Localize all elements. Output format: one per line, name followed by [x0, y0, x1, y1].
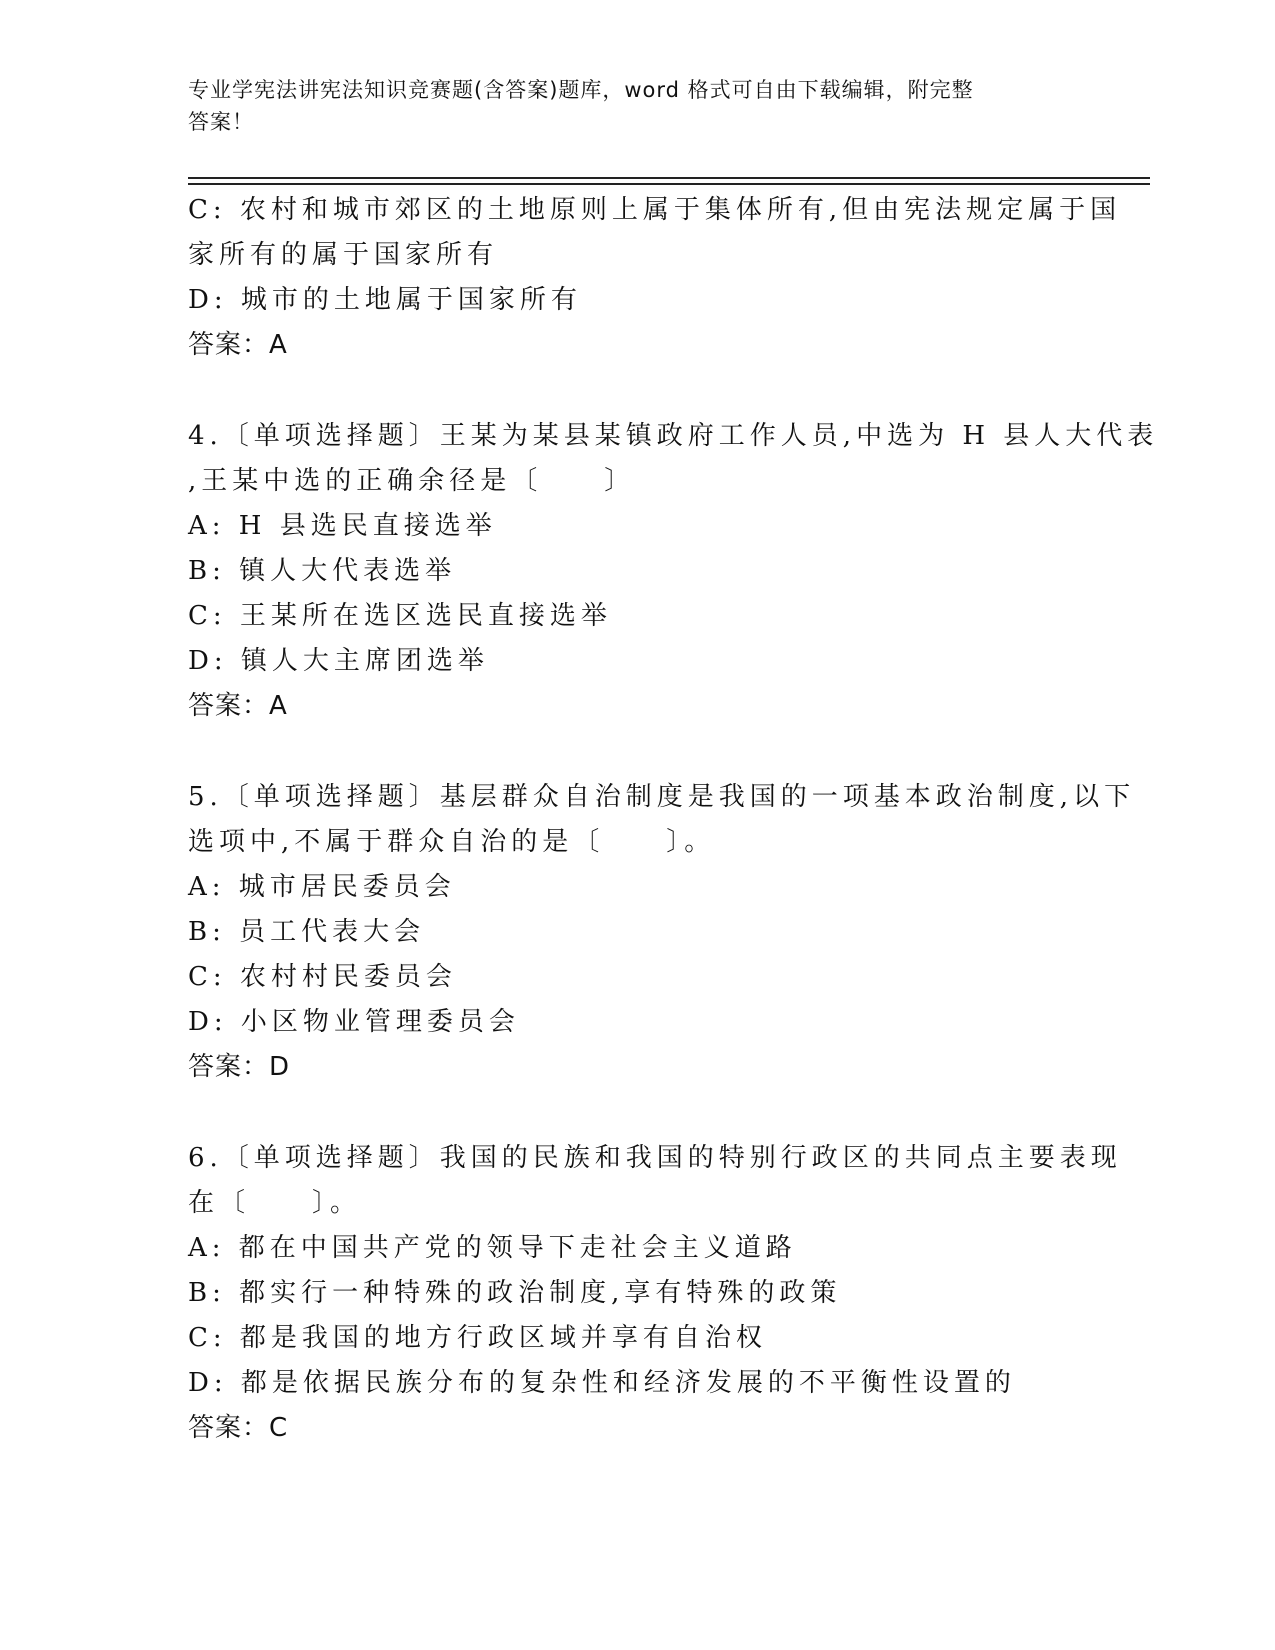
- option-d: D: 镇人大主席团选举: [188, 646, 489, 676]
- question-stem: 4.〔单项选择题〕王某为某县某镇政府工作人员,中选为 H 县人大代表: [188, 421, 1159, 451]
- question-stem: 6.〔单项选择题〕我国的民族和我国的特别行政区的共同点主要表现: [188, 1143, 1122, 1173]
- header-divider-top: [188, 177, 1150, 179]
- header-line-2: 答案！: [188, 110, 254, 134]
- option-c-continued: 家所有的属于国家所有: [188, 240, 499, 270]
- spacer: [188, 729, 1088, 775]
- question-6: [188, 1136, 1122, 1451]
- option-c: C: 农村和城市郊区的土地原则上属于集体所有,但由宪法规定属于国: [188, 195, 1122, 225]
- option-a: A: 城市居民委员会: [188, 872, 456, 902]
- question-stem-continued: 在〔 〕。: [188, 1188, 362, 1218]
- option-c: C: 王某所在选区选民直接选举: [188, 601, 612, 631]
- answer-label: 答案：A: [188, 691, 288, 721]
- option-c: C: 农村村民委员会: [188, 962, 457, 992]
- question-stem-continued: ,王某中选的正确余径是〔 〕: [188, 466, 636, 496]
- option-a: A: H 县选民直接选举: [188, 511, 497, 541]
- option-b: B: 镇人大代表选举: [188, 556, 457, 586]
- question-5: [188, 775, 1136, 1090]
- header-divider-bottom: [188, 183, 1150, 185]
- option-b: B: 都实行一种特殊的政治制度,享有特殊的政策: [188, 1278, 842, 1308]
- option-b: B: 员工代表大会: [188, 917, 426, 947]
- spacer: [188, 1090, 1088, 1136]
- answer-label: 答案：D: [188, 1052, 291, 1082]
- answer-label: 答案：C: [188, 1413, 289, 1443]
- spacer: [188, 368, 1088, 414]
- question-4: [188, 414, 1159, 729]
- option-d: D: 小区物业管理委员会: [188, 1007, 520, 1037]
- answer-label: 答案：A: [188, 330, 288, 360]
- question-stem: 5.〔单项选择题〕基层群众自治制度是我国的一项基本政治制度,以下: [188, 782, 1136, 812]
- option-d: D: 城市的土地属于国家所有: [188, 285, 582, 315]
- question-stem-continued: 选项中,不属于群众自治的是〔 〕。: [188, 827, 716, 857]
- option-d: D: 都是依据民族分布的复杂性和经济发展的不平衡性设置的: [188, 1368, 1016, 1398]
- question-3-tail: [188, 188, 1122, 368]
- option-a: A: 都在中国共产党的领导下走社会主义道路: [188, 1233, 797, 1263]
- option-c: C: 都是我国的地方行政区域并享有自治权: [188, 1323, 767, 1353]
- question-list: [188, 188, 1159, 1451]
- document-header: [188, 74, 1068, 138]
- header-line-1: 专业学宪法讲宪法知识竞赛题(含答案)题库，word 格式可自由下载编辑，附完整: [188, 78, 974, 102]
